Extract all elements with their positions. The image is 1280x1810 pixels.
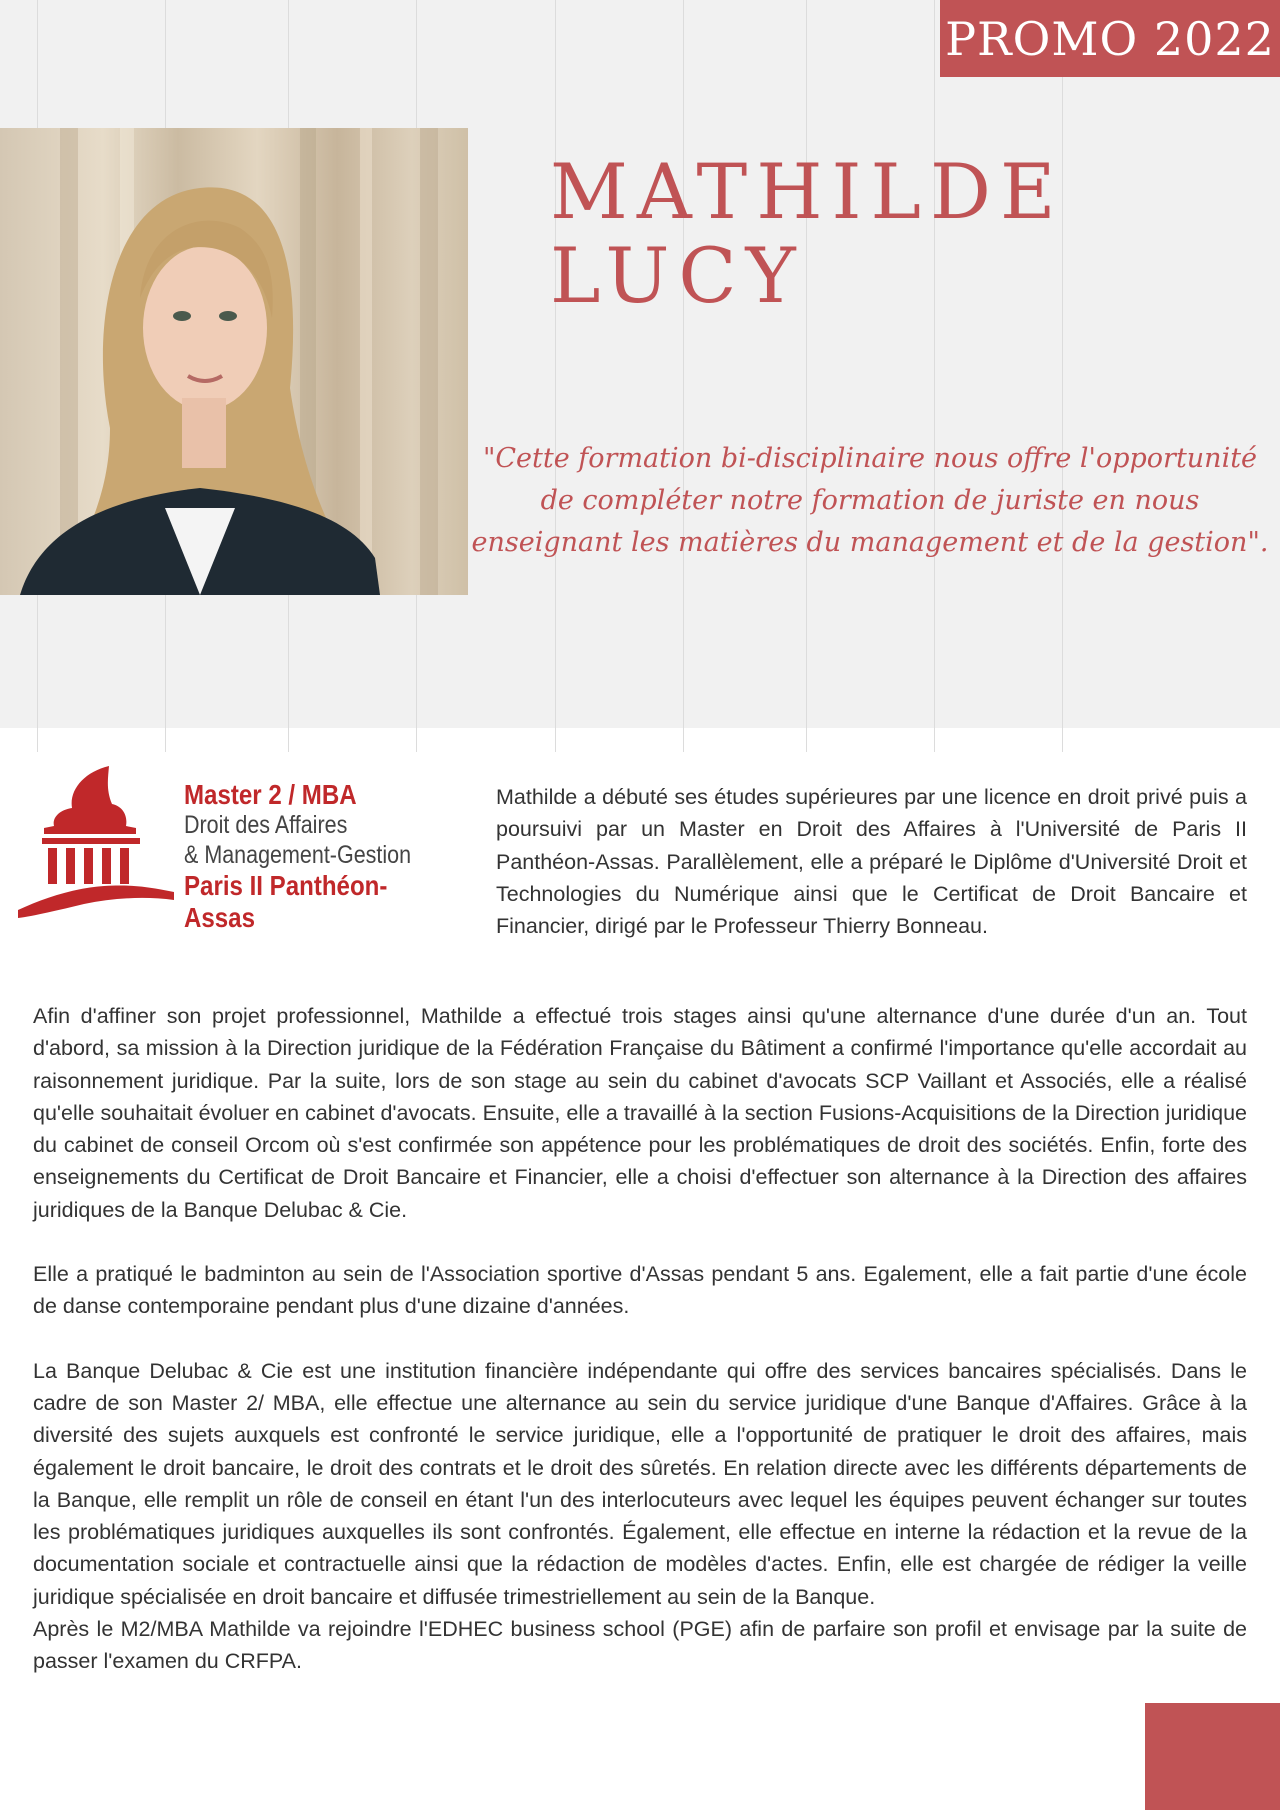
paragraph-career: Afin d'affiner son projet professionnel, Mathilde a effectué trois stages ainsi qu'une alternance d'une durée d'un an. Tout d'abord, sa mission à la Direction juridique de la Fédération Française du Bâtiment a confirmé l'importance qu'elle accordait au raisonnement juridique. Par la suite, lors de son stage au sein du cabinet d'avocats SCP Vaillant et Associés, elle a réalisé qu'elle souhaitait évoluer en cabinet d'avocats. Ensuite, elle a travaillé à la section Fusions-Acquisitions de la Direction juridique du cabinet de conseil Orcom où s'est confirmée son appétence pour les problématiques de droit des sociétés. Enfin, forte des enseignements du Certificat de Droit Bancaire et Financier, elle a choisi d'effectuer son alternance à la Direction des affaires juridiques de la Banque Delubac & Cie. <box>33 1004 1247 1222</box>
testimonial-quote: "Cette formation bi-disciplinaire nous offre l'opportunité de compléter notre formation de juriste en nous enseignant les matières du management et de la gestion". <box>471 443 1269 558</box>
first-name: MATHILDE <box>550 147 1065 236</box>
logo-title: Master 2 / MBA <box>184 779 357 810</box>
grid-line <box>683 0 684 752</box>
logo-text <box>184 780 425 934</box>
person-name <box>550 147 1065 320</box>
logo-subtitle: Droit des Affaires <box>184 811 348 839</box>
last-name: LUCY <box>550 231 805 320</box>
pantheon-logo-icon <box>14 760 174 922</box>
logo-university: Paris II Panthéon-Assas <box>184 870 388 933</box>
promo-badge: PROMO 2022 <box>940 0 1280 77</box>
main-text <box>33 1000 1247 1678</box>
corner-accent <box>1145 1703 1280 1810</box>
grid-line <box>555 0 556 752</box>
profile-photo <box>0 128 468 595</box>
grid-line <box>1062 0 1063 752</box>
paragraph-bank: La Banque Delubac & Cie est une institution financière indépendante qui offre des services bancaires spécialisés. Dans le cadre de son Master 2/ MBA, elle effectue une alternance au sein du service juridique d'une Banque d'Affaires. Grâce à la diversité des sujets auxquels est confronté le service juridique, elle a l'opportunité de pratiquer le droit des affaires, mais également le droit bancaire, le droit des contrats et le droit des sûretés. En relation directe avec les différents départements de la Banque, elle remplit un rôle de conseil en étant l'un des interlocuteurs avec lequel les équipes peuvent échanger sur toutes les problématiques juridiques auxquelles ils sont confrontés. Également, elle effectue en interne la rédaction et la revue de la documentation sociale et contractuelle ainsi que la rédaction de modèles d'actes. Enfin, elle est chargée de rédiger la veille juridique spécialisée en droit bancaire et diffusée trimestriellement au sein de la Banque. <box>33 1358 1247 1609</box>
intro-paragraph: Mathilde a débuté ses études supérieures par une licence en droit privé puis a poursuivi par un Master en Droit des Affaires à l'Université de Paris II Panthéon-Assas. Parallèlement, elle a préparé le Diplôme d'Université Droit et Technologies du Numérique ainsi que le Certificat de Droit Bancaire et Financier, dirigé par le Professeur Thierry Bonneau. <box>496 785 1247 939</box>
program-logo <box>14 760 464 933</box>
paragraph-hobbies: Elle a pratiqué le badminton au sein de l'Association sportive d'Assas pendant 5 ans. Egalement, elle a fait partie d'une école de danse contemporaine pendant plus d'une dizaine d'années. <box>33 1262 1247 1319</box>
grid-line <box>806 0 807 752</box>
paragraph-gap <box>33 1226 1247 1258</box>
logo-subtitle-2: & Management-Gestion <box>184 841 412 869</box>
grid-line <box>934 0 935 752</box>
paragraph-next-steps: Après le M2/MBA Mathilde va rejoindre l'EDHEC business school (PGE) afin de parfaire son profil et envisage par la suite de passer l'examen du CRFPA. <box>33 1617 1247 1674</box>
paragraph-gap <box>33 1323 1247 1355</box>
